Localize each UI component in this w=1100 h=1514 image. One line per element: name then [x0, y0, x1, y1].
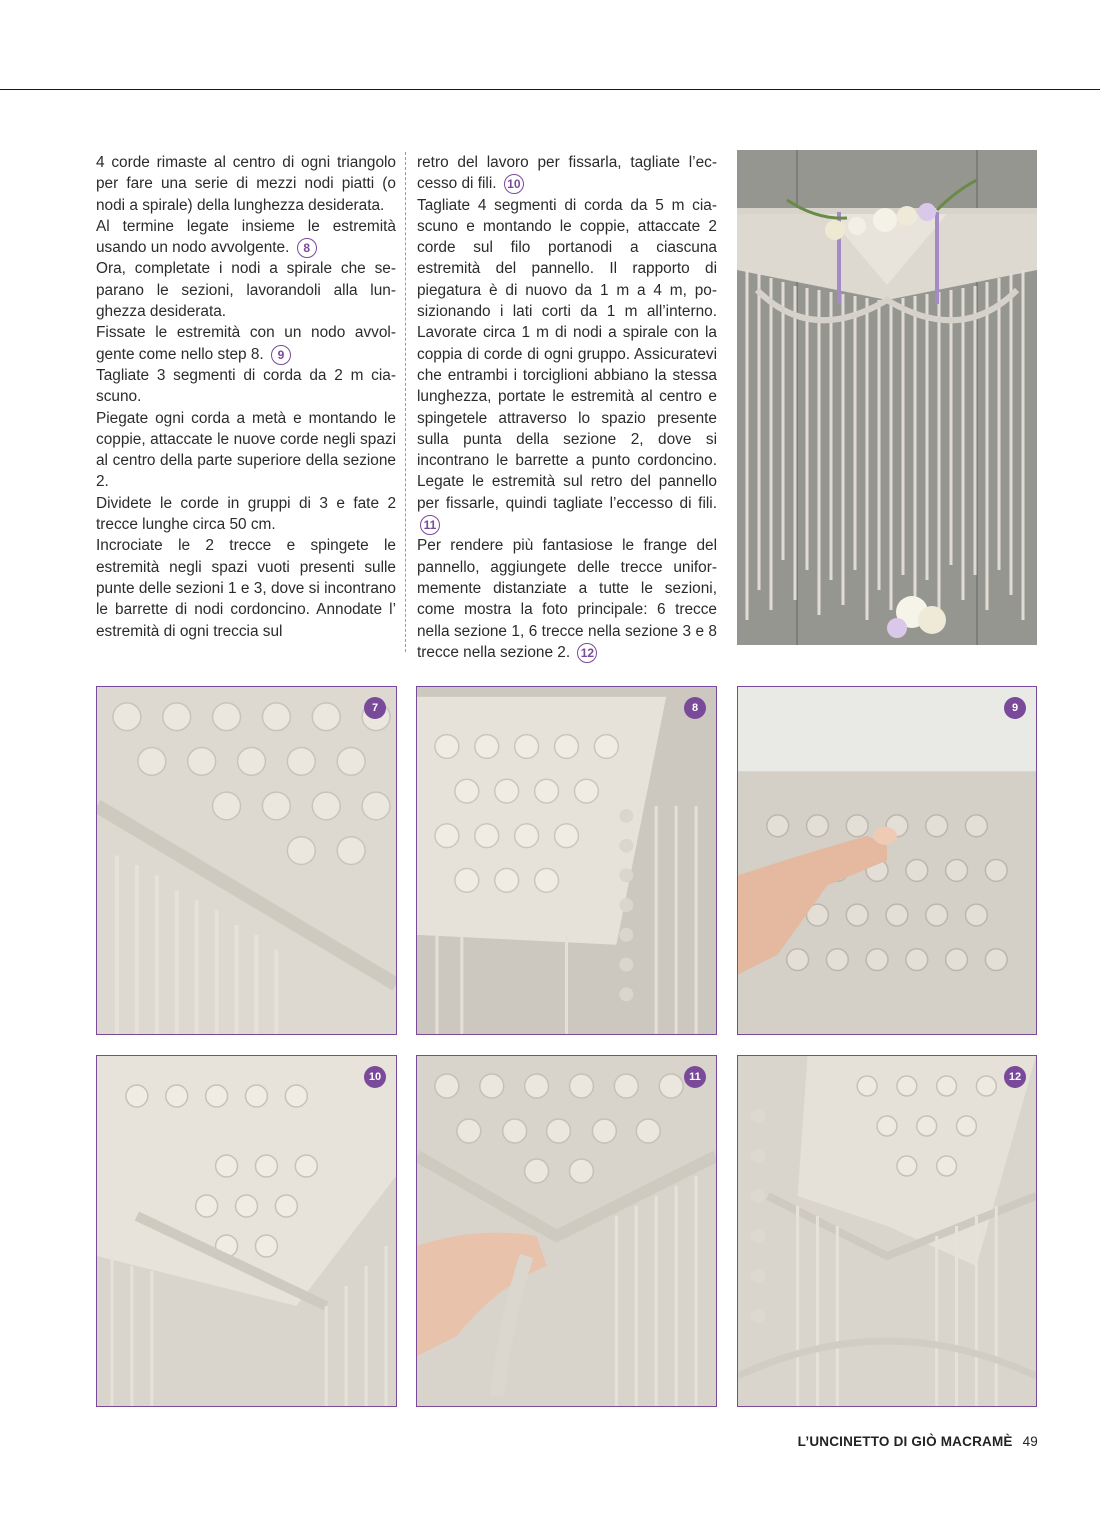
step-ref-badge: 8	[297, 238, 317, 258]
paragraph: retro del lavoro per fissarla, tagliate l’eccesso di fili. 10	[417, 154, 717, 193]
paragraph: Tagliate 4 segmenti di corda da 5 m ciascuno e montando le coppie, attaccate 2 corde sul filo portanodi a ciascuna estremità del pannello. Il rapporto di piegatura è di nuovo da 1 m a 4 m, posizionando i lati corti da 1 m all’interno. Lavorate circa 1 m di nodi a spirale con la coppia di corde di ogni gruppo. Assicuratevi che entrambi i torciglioni abbiano la stessa lunghezza, portate le estremità al centro e spingetele attraverso lo spazio presente sulla punta della sezione 2, dove si incontrano le barrette a punto cordoncino. Legate le estremità sul retro del pannello per fissarle, quindi tagliate l’eccesso di fili. 11	[417, 195, 717, 536]
step-ref-badge: 10	[504, 174, 524, 194]
paragraph: Al termine legate insieme le estremità usando un nodo avvolgente. 8	[96, 217, 396, 257]
paragraph: Incrociate le 2 trecce e spingete le estremità negli spazi vuoti presenti sulle punte delle sezioni 1 e 3, dove si incontrano le barrette di nodi cordoncino. Annodate l’ estremità di ogni treccia sul	[96, 537, 396, 640]
step-photo-12	[737, 1055, 1037, 1407]
step-ref-badge: 9	[271, 345, 291, 365]
header-rule	[0, 89, 1100, 90]
paragraph: Ora, completate i nodi a spirale che separano le sezioni, lavorandoli alla lunghezza desiderata.	[96, 260, 396, 321]
step-illustration	[738, 687, 1036, 1034]
step-photo-9	[737, 686, 1037, 1035]
step-photo-7	[96, 686, 397, 1035]
step-illustration	[417, 687, 716, 1034]
magazine-title: L’UNCINETTO DI GIÒ MACRAMÈ	[797, 1434, 1013, 1449]
text-column-right	[417, 152, 717, 663]
step-illustration	[97, 687, 396, 1034]
step-number-badge: 8	[684, 697, 706, 719]
step-photo-10	[96, 1055, 397, 1407]
step-illustration	[417, 1056, 716, 1406]
paragraph: 4 corde rimaste al centro di ogni triangolo per fare una serie di mezzi nodi piatti (o nodi a spirale) della lunghezza desiderata.	[96, 154, 396, 214]
paragraph: Piegate ogni corda a metà e montando le coppie, attaccate le nuove corde negli spazi al centro della parte superiore della sezione 2.	[96, 409, 396, 491]
column-divider	[405, 152, 406, 652]
paragraph: Dividete le corde in gruppi di 3 e fate 2 trecce lunghe circa 50 cm.	[96, 494, 396, 534]
hero-illustration	[737, 150, 1037, 645]
step-ref-badge: 11	[420, 515, 440, 535]
paragraph: Tagliate 3 segmenti di corda da 2 m ciascuno.	[96, 366, 396, 406]
text-column-left	[96, 152, 396, 642]
hero-photo-macrame-hanging	[737, 150, 1037, 645]
step-photo-8	[416, 686, 717, 1035]
paragraph: Per rendere più fantasiose le frange del pannello, aggiungete delle trecce uniformemente distanziate a tutte le sezioni, come mostra la foto principale: 6 trecce nella sezione 1, 6 trecce nella sezione 3 e 8 trecce nella sezione 2. 12	[417, 537, 717, 661]
step-photo-11	[416, 1055, 717, 1407]
page-number: 49	[1022, 1434, 1038, 1449]
paragraph: Fissate le estremità con un nodo avvolgente come nello step 8. 9	[96, 324, 396, 363]
step-number-badge: 11	[684, 1066, 706, 1088]
step-ref-badge: 12	[577, 643, 597, 663]
step-illustration	[97, 1056, 396, 1406]
step-number-badge: 9	[1004, 697, 1026, 719]
step-number-badge: 7	[364, 697, 386, 719]
step-number-badge: 12	[1004, 1066, 1026, 1088]
page-footer	[798, 1434, 1038, 1449]
step-number-badge: 10	[364, 1066, 386, 1088]
step-illustration	[738, 1056, 1036, 1406]
